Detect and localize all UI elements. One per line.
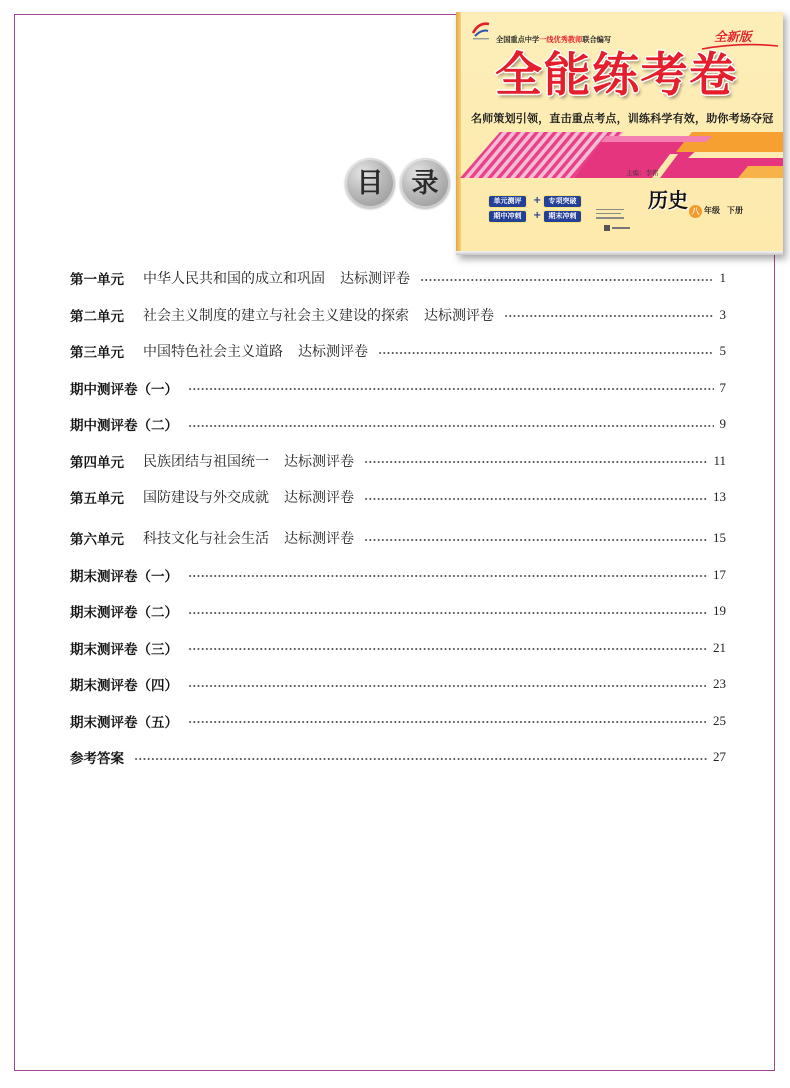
tagline-highlight: 一线优秀教师: [539, 35, 583, 44]
toc-entry: [70, 666, 726, 703]
toc-heading-char-1: 目: [345, 158, 395, 208]
dot-leader: [188, 720, 707, 724]
toc-entry-page: 9: [719, 416, 726, 432]
toc-entry-suffix: 达标测评卷: [298, 344, 368, 361]
feature-badge: 专项突破: [544, 196, 581, 207]
dot-leader: [188, 424, 714, 428]
toc-entry-label: 参考答案: [70, 751, 124, 768]
edition-badge: 全新版: [714, 29, 752, 44]
toc-entry: [70, 333, 726, 370]
cover-stripes-graphic: [456, 128, 783, 184]
cover-title: 全能练考卷: [495, 48, 738, 103]
dot-leader: [378, 351, 714, 355]
toc-entry: [70, 739, 726, 776]
book-page-edge: [456, 251, 783, 255]
toc-entry-page: 21: [713, 639, 726, 655]
toc-entry-page: 15: [713, 530, 726, 546]
toc-entry: [70, 593, 726, 630]
publisher-mark-icon: [604, 224, 630, 232]
cover-subject: 历史: [648, 188, 688, 212]
dot-leader: [188, 574, 707, 578]
dot-leader: [420, 278, 714, 282]
dot-leader: [188, 647, 707, 651]
toc-entry-label: 期末测评卷（四）: [70, 678, 178, 695]
dot-leader: [364, 538, 707, 542]
toc-entry-title: 科技文化与社会生活: [143, 531, 269, 548]
toc-entry-suffix: 达标测评卷: [284, 531, 354, 548]
dot-leader: [188, 387, 714, 391]
toc-entry-label: 第三单元: [70, 345, 124, 362]
toc-entry-suffix: 达标测评卷: [284, 453, 354, 470]
toc-entry-page: 19: [713, 603, 726, 619]
toc-entry-label: 期中测评卷（二）: [70, 418, 178, 435]
grade-number-badge: 八: [689, 205, 702, 218]
toc-heading-char-2: 录: [400, 158, 450, 208]
grade-label: 年级: [704, 206, 720, 215]
toc-entry-page: 11: [713, 452, 726, 468]
cover-slogan: 名师策划引领，直击重点考点，训练科学有效，助你考场夺冠: [471, 112, 774, 125]
plus-sign: +: [533, 195, 542, 206]
feature-badge: 单元测评: [489, 196, 526, 207]
toc-entry: [70, 479, 726, 516]
toc-entry: [70, 520, 726, 557]
book-cover: [456, 12, 783, 255]
toc-entry: [70, 297, 726, 334]
toc-entry: [70, 406, 726, 443]
toc-entry: [70, 370, 726, 407]
toc-entry-label: 第五单元: [70, 491, 124, 508]
toc-entry-title: 民族团结与祖国统一: [143, 453, 269, 470]
feature-badge: 期中冲刺: [489, 211, 526, 222]
toc-entry-title: 中国特色社会主义道路: [143, 344, 283, 361]
toc-entry-page: 7: [719, 379, 726, 395]
toc-entry-label: 期中测评卷（一）: [70, 381, 178, 398]
toc-entry-title: 社会主义制度的建立与社会主义建设的探索: [143, 307, 409, 324]
toc-entry-suffix: 达标测评卷: [424, 307, 494, 324]
toc-entry-label: 期末测评卷（一）: [70, 568, 178, 585]
dot-leader: [188, 611, 707, 615]
cover-editor: 主编：李铭: [626, 169, 659, 177]
toc-entry-page: 17: [713, 566, 726, 582]
toc-entry-title: 中华人民共和国的成立和巩固: [143, 271, 325, 288]
plus-sign: +: [533, 210, 542, 221]
dot-leader: [504, 314, 714, 318]
dot-leader: [364, 497, 707, 501]
toc-entry-label: 第六单元: [70, 532, 124, 549]
toc-entry-page: 5: [719, 343, 726, 359]
table-of-contents: [70, 260, 726, 776]
toc-entry-page: 13: [713, 489, 726, 505]
toc-entry-page: 27: [713, 749, 726, 765]
toc-entry-label: 第四单元: [70, 454, 124, 471]
toc-entry-label: 期末测评卷（五）: [70, 714, 178, 731]
toc-entry: [70, 703, 726, 740]
toc-entry-label: 第二单元: [70, 308, 124, 325]
cover-tagline: [496, 36, 611, 43]
tagline-part: 全国重点中学: [496, 35, 540, 44]
toc-entry-page: 1: [719, 270, 726, 286]
toc-entry: [70, 557, 726, 594]
cover-fine-print: [596, 209, 624, 222]
toc-entry: [70, 630, 726, 667]
feature-badge: 期末冲刺: [544, 211, 581, 222]
dot-leader: [364, 460, 707, 464]
toc-entry: [70, 260, 726, 297]
toc-entry-suffix: 达标测评卷: [284, 490, 354, 507]
toc-entry-page: 25: [713, 712, 726, 728]
toc-entry-suffix: 达标测评卷: [340, 271, 410, 288]
toc-entry-page: 23: [713, 676, 726, 692]
dot-leader: [134, 757, 707, 761]
volume-label: 下册: [727, 206, 743, 215]
toc-entry-label: 第一单元: [70, 272, 124, 289]
toc-entry-label: 期末测评卷（二）: [70, 605, 178, 622]
tagline-part: 联合编写: [582, 35, 612, 44]
toc-entry-label: 期末测评卷（三）: [70, 641, 178, 658]
toc-entry: [70, 443, 726, 480]
dot-leader: [188, 684, 707, 688]
toc-entry-page: 3: [719, 306, 726, 322]
toc-entry-title: 国防建设与外交成就: [143, 490, 269, 507]
publisher-logo-icon: [470, 20, 492, 40]
